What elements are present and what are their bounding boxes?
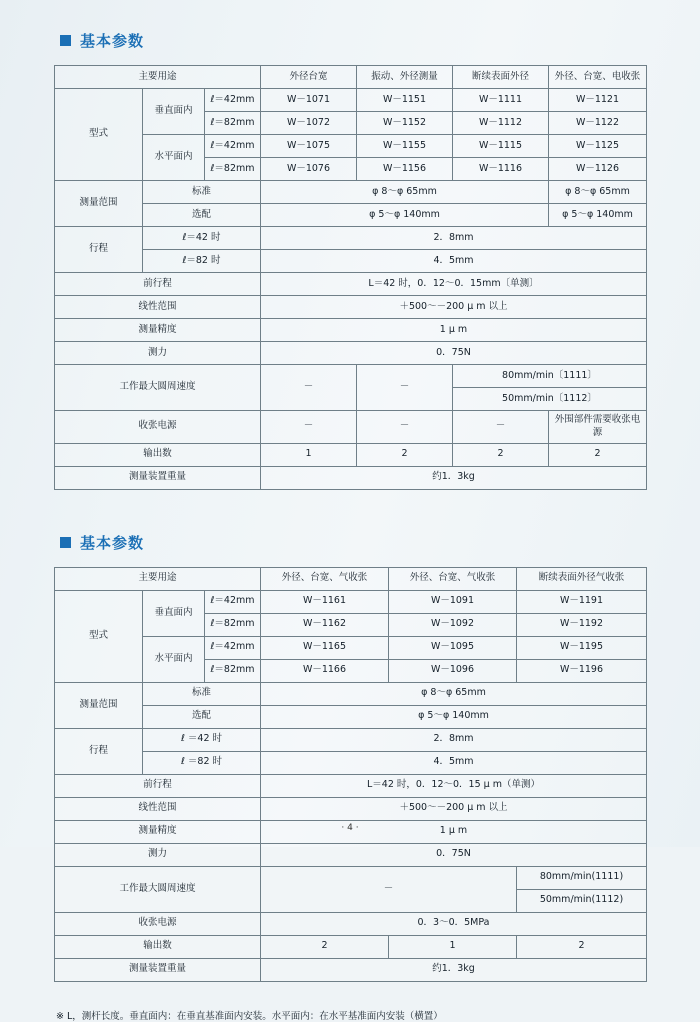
force-value: 0．75N	[261, 342, 647, 365]
row-label-weight: 测量装置重量	[55, 958, 261, 981]
range-option-a: φ 5～φ 140mm	[261, 204, 549, 227]
table-row	[55, 682, 647, 705]
outputs-value: 2	[549, 443, 647, 466]
table-row	[55, 728, 647, 751]
row-label-force: 测力	[55, 342, 261, 365]
row-label-type: 型式	[55, 89, 143, 181]
outputs-value: 1	[389, 935, 517, 958]
row-label-vertical: 垂直面内	[143, 590, 205, 636]
row-label-accuracy: 测量精度	[55, 820, 261, 843]
section-marker-icon	[60, 537, 71, 548]
row-label-speed: 工作最大圆周速度	[55, 365, 261, 411]
table-row	[55, 774, 647, 797]
row-label-linear: 线性范围	[55, 797, 261, 820]
model-cell: W－1155	[357, 135, 453, 158]
row-label-pre-stroke: 前行程	[55, 273, 261, 296]
range-standard-a: φ 8～φ 65mm	[261, 181, 549, 204]
row-label-l82: ℓ＝82mm	[205, 158, 261, 181]
section-title-2: 基本参数	[80, 533, 145, 552]
header-col-1: 外径、台宽、气收张	[261, 567, 389, 590]
speed-value-2: 50mm/min(1112)	[517, 889, 647, 912]
table-row	[55, 443, 647, 466]
model-cell: W－1091	[389, 590, 517, 613]
table-row	[55, 365, 647, 388]
model-cell: W－1112	[453, 112, 549, 135]
model-cell: W－1192	[517, 613, 647, 636]
row-label-weight: 测量装置重量	[55, 466, 261, 489]
stroke-42-value: 2．8mm	[261, 227, 647, 250]
speed-value-1: 80mm/min(1111)	[517, 866, 647, 889]
speed-dash-2: －	[357, 365, 453, 411]
model-cell: W－1071	[261, 89, 357, 112]
row-label-stroke: 行程	[55, 728, 143, 774]
header-col-3: 断续表面外径气收张	[517, 567, 647, 590]
linear-value: ＋500～－200 μ m 以上	[261, 797, 647, 820]
model-cell: W－1096	[389, 659, 517, 682]
table-row	[55, 66, 647, 89]
row-label-stroke-82: ℓ＝82 时	[143, 250, 261, 273]
table-row	[55, 751, 647, 774]
linear-value: ＋500～－200 μ m 以上	[261, 296, 647, 319]
table-row	[55, 89, 647, 112]
row-label-outputs: 输出数	[55, 443, 261, 466]
power-value: 0．3～0．5MPa	[261, 912, 647, 935]
range-option-value: φ 5～φ 140mm	[261, 705, 647, 728]
table-row	[55, 250, 647, 273]
spec-table-1	[54, 65, 647, 490]
row-label-l82: ℓ＝82mm	[205, 613, 261, 636]
header-col-2: 外径、台宽、气收张	[389, 567, 517, 590]
model-cell: W－1116	[453, 158, 549, 181]
row-label-range: 测量范围	[55, 181, 143, 227]
model-cell: W－1195	[517, 636, 647, 659]
model-cell: W－1152	[357, 112, 453, 135]
row-label-l42: ℓ＝42mm	[205, 135, 261, 158]
section-spacer	[22, 490, 678, 520]
table-row	[55, 342, 647, 365]
row-label-range-standard: 标准	[143, 682, 261, 705]
table-row	[55, 135, 647, 158]
table-row	[55, 181, 647, 204]
model-cell: W－1151	[357, 89, 453, 112]
row-label-vertical: 垂直面内	[143, 89, 205, 135]
outputs-value: 2	[517, 935, 647, 958]
model-cell: W－1126	[549, 158, 647, 181]
table-row	[55, 319, 647, 342]
row-label-horizontal: 水平面内	[143, 636, 205, 682]
outputs-value: 2	[453, 443, 549, 466]
page-number: · 4 ·	[341, 823, 359, 833]
row-label-pre-stroke: 前行程	[55, 774, 261, 797]
row-label-stroke-42: ℓ ＝42 时	[143, 728, 261, 751]
row-label-linear: 线性范围	[55, 296, 261, 319]
table-row	[55, 636, 647, 659]
power-dash-3: －	[453, 411, 549, 444]
header-purpose: 主要用途	[55, 567, 261, 590]
accuracy-value: 1 μ m	[261, 319, 647, 342]
section-title-1: 基本参数	[80, 32, 145, 50]
row-label-stroke: 行程	[55, 227, 143, 273]
model-cell: W－1162	[261, 613, 389, 636]
row-label-l82: ℓ＝82mm	[205, 659, 261, 682]
table-row	[55, 273, 647, 296]
model-cell: W－1115	[453, 135, 549, 158]
stroke-42-value: 2．8mm	[261, 728, 647, 751]
row-label-range: 测量范围	[55, 682, 143, 728]
spec-table-2-wrap	[54, 567, 646, 982]
speed-dash-1: －	[261, 365, 357, 411]
row-label-outputs: 输出数	[55, 935, 261, 958]
row-label-stroke-42: ℓ＝42 时	[143, 227, 261, 250]
range-option-b: φ 5～φ 140mm	[549, 204, 647, 227]
model-cell: W－1191	[517, 590, 647, 613]
table-row	[55, 797, 647, 820]
speed-value-1: 80mm/min〔1111〕	[453, 365, 647, 388]
accuracy-value: 1 μ m	[261, 820, 647, 843]
weight-value: 约1．3kg	[261, 958, 647, 981]
table-row	[55, 411, 647, 444]
model-cell: W－1166	[261, 659, 389, 682]
weight-value: 约1．3kg	[261, 466, 647, 489]
spec-table-1-wrap	[54, 65, 646, 490]
speed-dash: －	[261, 866, 517, 912]
table-row	[55, 705, 647, 728]
page-footnote: ※ L，测杆长度。垂直面内：在垂直基准面内安装。水平面内：在水平基准面内安装（横置）	[56, 1010, 443, 1022]
model-cell: W－1076	[261, 158, 357, 181]
stroke-82-value: 4．5mm	[261, 751, 647, 774]
model-cell: W－1161	[261, 590, 389, 613]
row-label-range-option: 选配	[143, 204, 261, 227]
stroke-82-value: 4．5mm	[261, 250, 647, 273]
range-standard-value: φ 8～φ 65mm	[261, 682, 647, 705]
spec-table-2	[54, 567, 647, 982]
table-row	[55, 958, 647, 981]
row-label-l42: ℓ＝42mm	[205, 89, 261, 112]
model-cell: W－1111	[453, 89, 549, 112]
table-row	[55, 227, 647, 250]
power-dash-1: －	[261, 411, 357, 444]
table-row	[55, 590, 647, 613]
header-col-2: 振动、外径测量	[357, 66, 453, 89]
header-col-3: 断续表面外径	[453, 66, 549, 89]
pre-stroke-value: L＝42 时，0．12～0．15 μ m（单测）	[261, 774, 647, 797]
model-cell: W－1092	[389, 613, 517, 636]
pre-stroke-value: L＝42 时，0．12～0．15mm〔单测〕	[261, 273, 647, 296]
table-row	[55, 912, 647, 935]
model-cell: W－1072	[261, 112, 357, 135]
model-cell: W－1121	[549, 89, 647, 112]
model-cell: W－1165	[261, 636, 389, 659]
table-row	[55, 296, 647, 319]
power-dash-2: －	[357, 411, 453, 444]
header-purpose: 主要用途	[55, 66, 261, 89]
model-cell: W－1125	[549, 135, 647, 158]
row-label-power: 收张电源	[55, 411, 261, 444]
table-row	[55, 204, 647, 227]
outputs-value: 2	[261, 935, 389, 958]
section-marker-icon	[60, 35, 71, 46]
outputs-value: 1	[261, 443, 357, 466]
speed-value-2: 50mm/min〔1112〕	[453, 388, 647, 411]
row-label-l42: ℓ＝42mm	[205, 590, 261, 613]
row-label-stroke-82: ℓ ＝82 时	[143, 751, 261, 774]
section-heading-1	[60, 30, 678, 51]
outputs-value: 2	[357, 443, 453, 466]
row-label-force: 测力	[55, 843, 261, 866]
range-standard-b: φ 8～φ 65mm	[549, 181, 647, 204]
row-label-type: 型式	[55, 590, 143, 682]
table-row	[55, 466, 647, 489]
model-cell: W－1075	[261, 135, 357, 158]
force-value: 0．75N	[261, 843, 647, 866]
row-label-l82: ℓ＝82mm	[205, 112, 261, 135]
row-label-range-option: 选配	[143, 705, 261, 728]
row-label-accuracy: 测量精度	[55, 319, 261, 342]
power-value: 外围部件需要收张电源	[549, 411, 647, 444]
model-cell: W－1095	[389, 636, 517, 659]
row-label-l42: ℓ＝42mm	[205, 636, 261, 659]
row-label-power: 收张电源	[55, 912, 261, 935]
model-cell: W－1122	[549, 112, 647, 135]
row-label-speed: 工作最大圆周速度	[55, 866, 261, 912]
table-row	[55, 567, 647, 590]
section-heading-2	[60, 532, 678, 553]
row-label-horizontal: 水平面内	[143, 135, 205, 181]
table-row	[55, 935, 647, 958]
header-col-4: 外径、台宽、电收张	[549, 66, 647, 89]
table-row	[55, 866, 647, 889]
model-cell: W－1196	[517, 659, 647, 682]
row-label-range-standard: 标准	[143, 181, 261, 204]
header-col-1: 外径台宽	[261, 66, 357, 89]
model-cell: W－1156	[357, 158, 453, 181]
